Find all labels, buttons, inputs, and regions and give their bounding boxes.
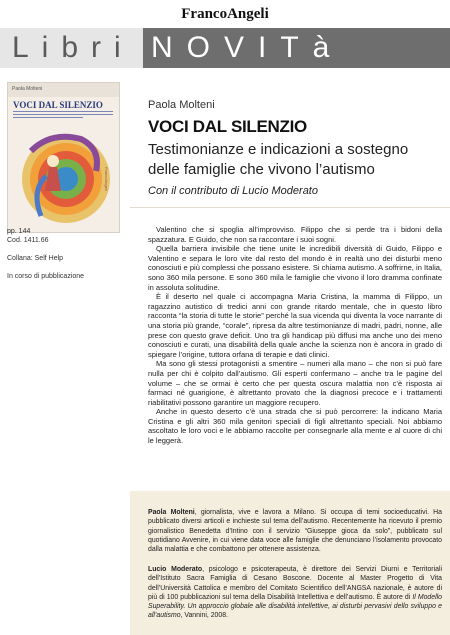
divider [130,207,450,208]
meta-series: Collana: Self Help [7,255,64,262]
cover-title: VOCI DAL SILENZIO [13,100,103,110]
bio-text: , giornalista, vive e lavora a Milano. Si occupa di temi socioeducativi. Ha pubblicato diversi articoli e inchieste sul tema dell’autismo. Recentemente ha ricevuto il premio giornalistico Benedetta d’Intino con il servizio “Giuseppe gioca da solo”, pubblicato sul quotidiano Avvenire, in cui viene data voce alle famiglie che denunciano l’isolamento provocato dalla malattia e che combattono per ottenere assistenza. [148,509,442,554]
bio-work-title: Il Modello Superability. Un approccio globale alle disabilità intellettive, ai disturbi pervasivi dello sviluppo e all’autismo [148,593,442,620]
bio-text: , psicologo e psicoterapeuta, è direttore dei Servizi Diurni e Territoriali dell’Istituto Sacra Famiglia di Cesano Boscone. Docente al Master Progetto di Vita dell’Università Cattolica e membro del Comitato Scientifico dell’ANGSA nazionale, è autore di più di 100 pubblicazioni sul tema della Disabilità Intellettiva e dell’autismo. È autore di [148,566,443,601]
meta-pages: pp. 144 [7,228,31,235]
series-banner [0,28,450,68]
book-author: Paola Molteni [148,99,215,111]
description-paragraph: È il deserto nel quale ci accompagna Maria Cristina, la mamma di Filippo, un ragazzino autistico di tredici anni con grande ritardo mentale, che in questo libro racconta “la storia di tutte le storie” perché la sua vicenda qui diventa la voce narrante di una storia più grande, “corale”, ripresa da altre testimonianze di madri, padri, nonne, alle prese con questo grave deficit. Uno tra gli handicap più diffusi ma anche uno dei meno conosciuti e curati, una disabilità della quale anche la scienza non è ancora in grado di spiegare l’origine, tuttora orfana di terapie e dati clinici. [148,292,442,359]
bio-moderato [148,565,442,621]
description-paragraph: Anche in questo deserto c’è una strada che si può percorrere: la indicano Maria Cristina e gli altri 360 mila genitori speciali di figli altrettanto speciali. Noi abbiamo ascoltato le loro voci e le abbiamo raccolte per consegnarle alla mente e al cuore di chi le leggerà. [148,407,442,446]
bio-molteni [148,508,442,554]
cover-illustration [11,121,116,229]
meta-status: In corso di pubblicazione [7,273,85,280]
book-cover [7,82,120,233]
banner-novita [143,28,450,68]
book-subtitle: Testimonianze e indicazioni a sostegno delle famiglie che vivono l’autismo [148,141,409,178]
description-paragraph: Valentino che si spoglia all’improvviso. Filippo che si perde tra i bidoni della spazzatura. E Guido, che non sa raccontare i suoi sogni. [148,225,442,244]
banner-novita-text: NOVITà [151,31,344,64]
description-paragraph: Quella barriera invisibile che tiene unite le incredibili diversità di Guido, Filippo e Valentino e separa le loro vite dal resto del mondo è in realtà uno dei disturbi meno conosciuti e più complessi che possano esistere. Si chiama autismo. A soffrirne, in Italia, sono 360 mila persone. E sono 360 mila le famiglie che vivono il loro dramma confinate in assoluta solitudine. [148,244,442,292]
bio-name: Lucio Moderato [148,566,203,573]
bio-text-tail: , Vannini, 2008. [180,612,228,620]
cover-publisher: FrancoAngeli [104,167,109,191]
banner-libri-text: Libri [12,31,134,64]
publisher-name: FrancoAngeli [181,6,269,22]
banner-libri [0,28,143,68]
book-title: VOCI DAL SILENZIO [148,117,307,136]
description-paragraph: Ma sono gli stessi protagonisti a smentire – numeri alla mano – che non si può fare nulla per chi è colpito dall’autismo. Gli esperti confermano – anche tra le pagine del volume – che se ormai è certo che per questa oscura malattia non c’è risposta ai farmaci né guarigione, è altrettanto provato che la diagnosi precoce e i trattamenti riabilitativi possono garantire un maggiore recupero. [148,359,442,407]
bio-name: Paola Molteni [148,509,195,516]
book-description [148,225,442,446]
cover-subtitle-lines [13,111,113,117]
meta-code: Cod. 1411.66 [7,237,49,244]
book-contribution: Con il contributo di Lucio Moderato [148,185,318,197]
cover-author: Paola Molteni [12,86,43,92]
